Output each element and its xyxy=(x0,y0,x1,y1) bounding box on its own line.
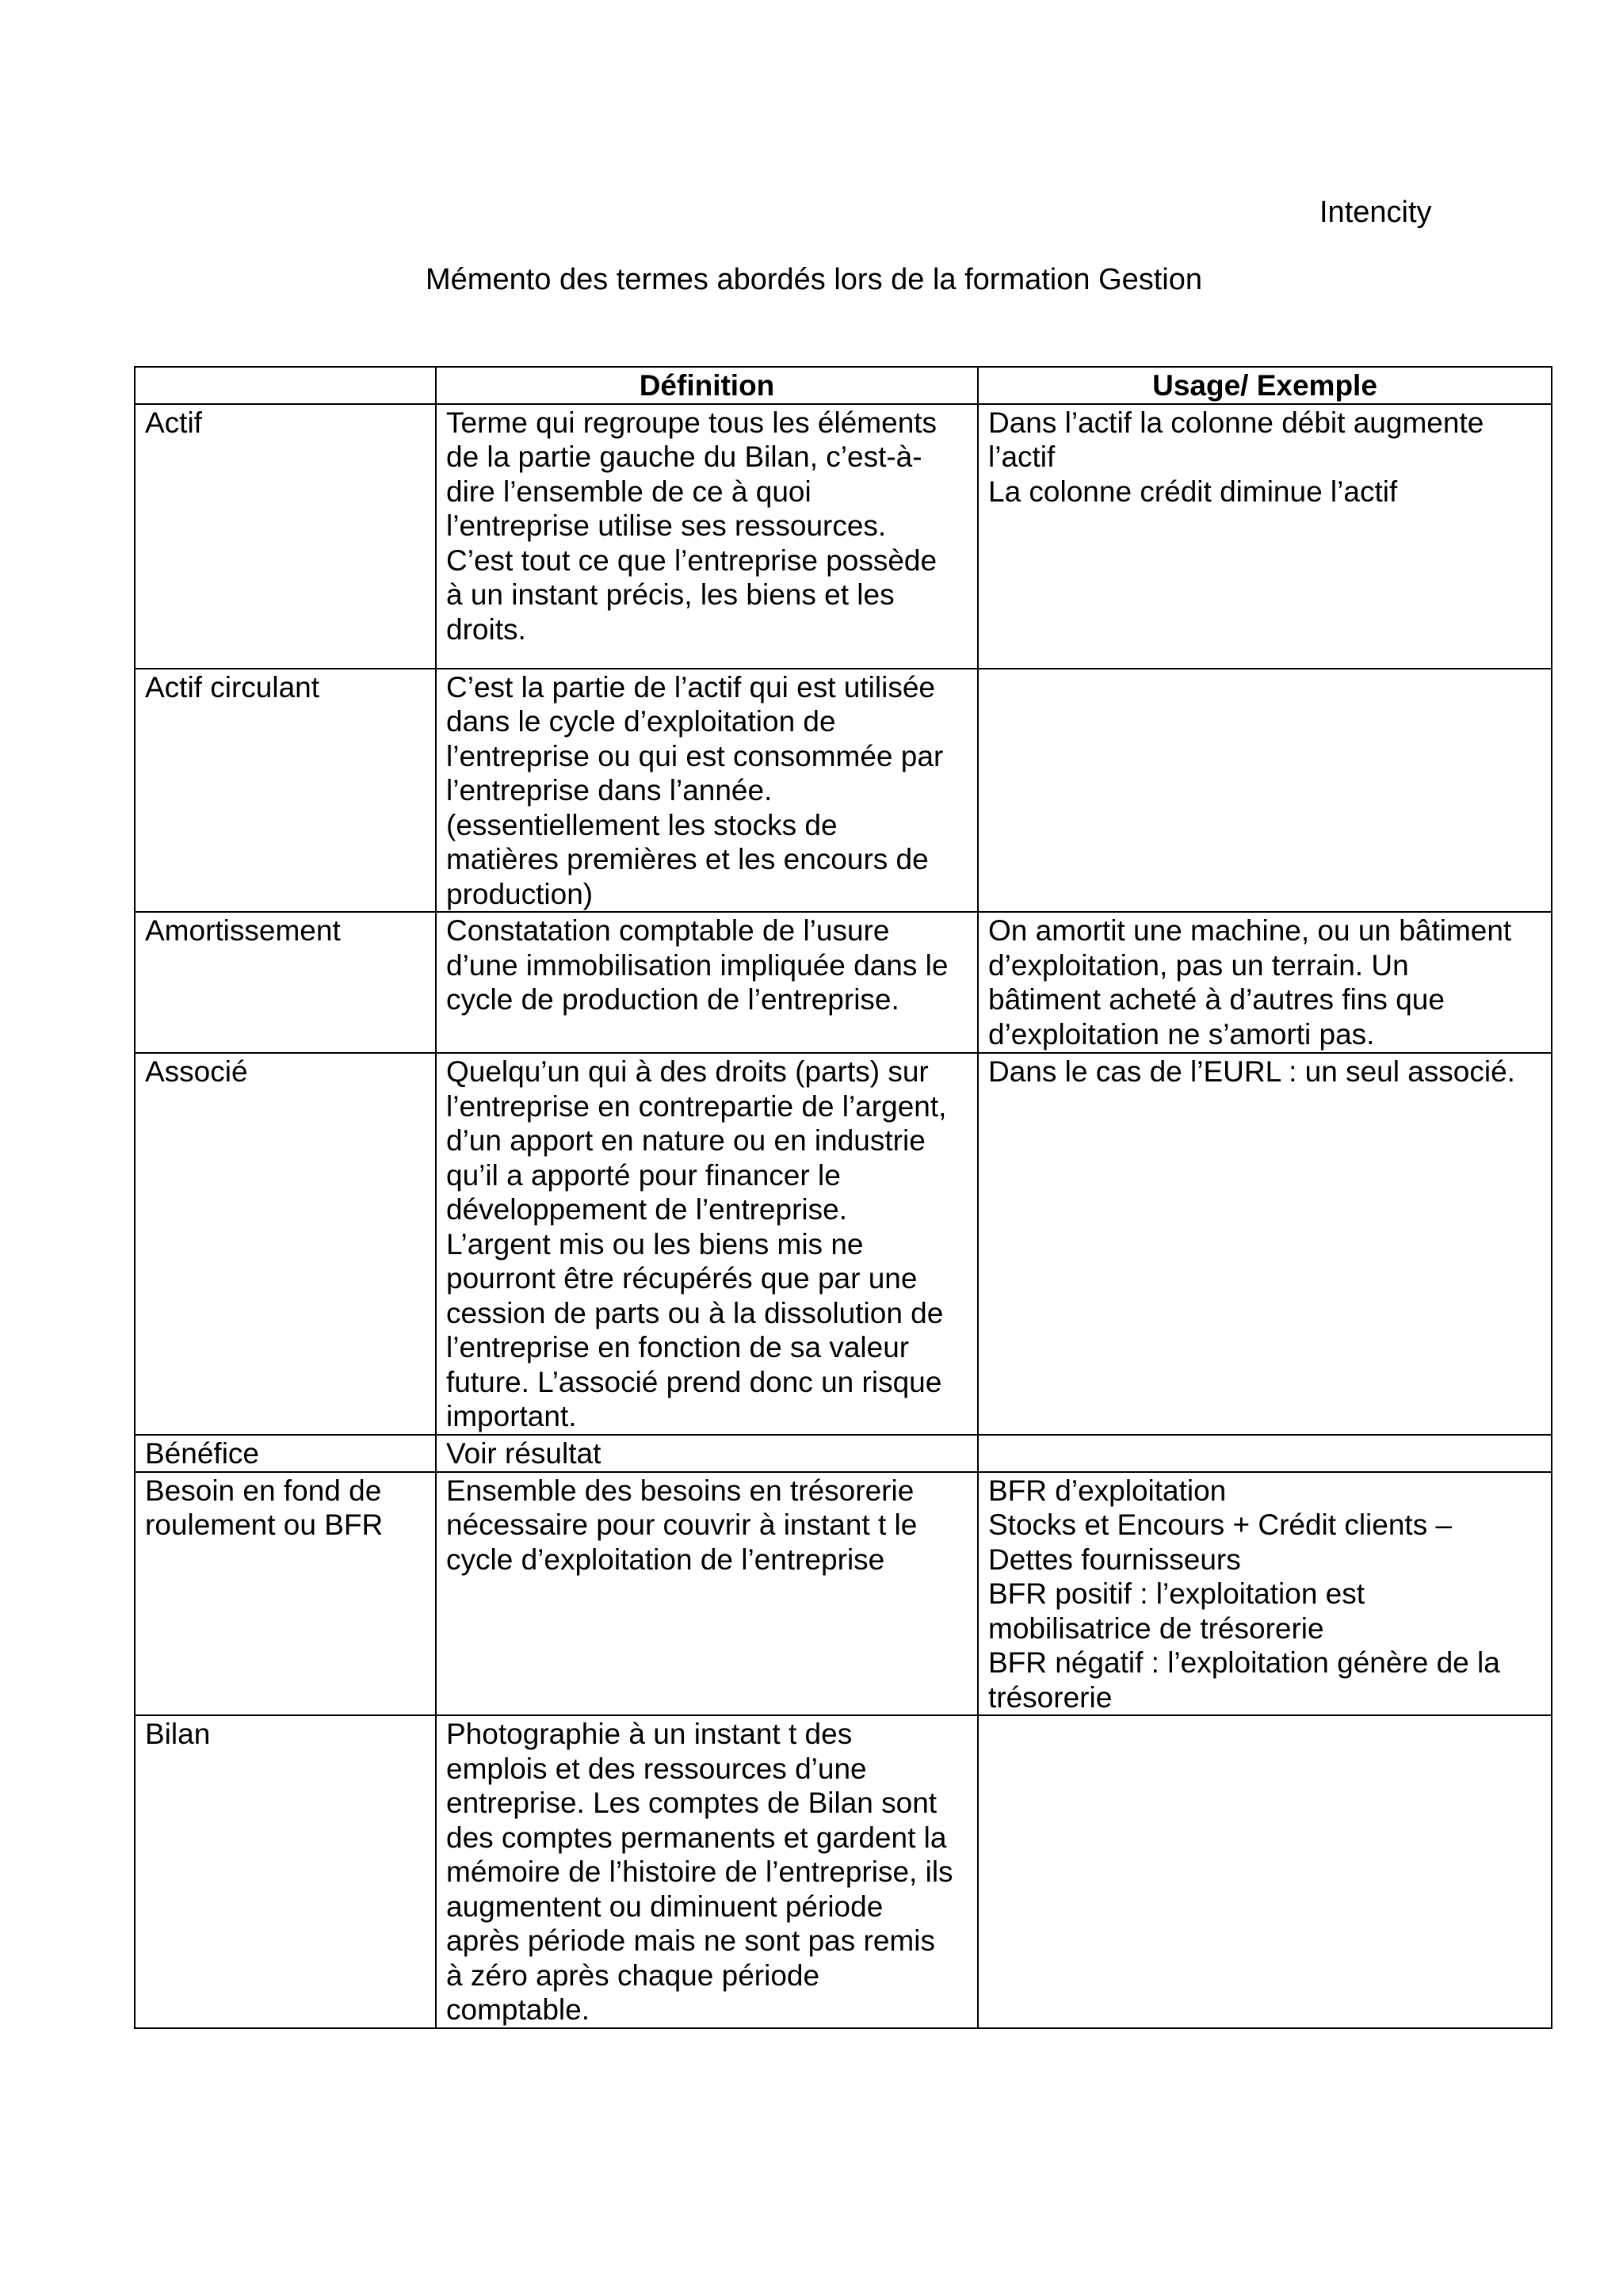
column-header-term xyxy=(135,367,436,404)
definition-cell: Quelqu’un qui à des droits (parts) sur l’entreprise en contrepartie de l’argent, d’un apport en nature ou en industrie qu’il a apporté pour financer le développement de l’entreprise. L’argent mis ou les biens mis ne pourront être récupérés que par une cession de parts ou à la dissolution de l’entreprise en fonction de sa valeur future. L’associé prend donc un risque important. xyxy=(436,1053,978,1435)
table-row xyxy=(135,1715,1552,2028)
table-row xyxy=(135,1435,1552,1472)
table-row xyxy=(135,404,1552,669)
table-row xyxy=(135,669,1552,913)
usage-cell: Dans le cas de l’EURL : un seul associé. xyxy=(978,1053,1552,1435)
definition-cell: Ensemble des besoins en trésorerie nécessaire pour couvrir à instant t le cycle d’exploitation de l’entreprise xyxy=(436,1472,978,1716)
usage-cell xyxy=(978,1715,1552,2028)
definition-cell: Terme qui regroupe tous les éléments de la partie gauche du Bilan, c’est-à- dire l’ensemble de ce à quoi l’entreprise utilise ses ressources. C’est tout ce que l’entreprise possède à un instant précis, les biens et les droits. xyxy=(436,404,978,669)
term-cell: Amortissement xyxy=(135,912,436,1053)
usage-cell: BFR d’exploitation Stocks et Encours + Crédit clients – Dettes fournisseurs BFR positif : l’exploitation est mobilisatrice de trésorerie BFR négatif : l’exploitation génère de la trésorerie xyxy=(978,1472,1552,1716)
usage-cell: Dans l’actif la colonne débit augmente l’actif La colonne crédit diminue l’actif xyxy=(978,404,1552,669)
term-cell: Besoin en fond de roulement ou BFR xyxy=(135,1472,436,1716)
column-header-usage: Usage/ Exemple xyxy=(978,367,1552,404)
header-row xyxy=(135,367,1552,404)
table-row xyxy=(135,1472,1552,1716)
term-cell: Actif xyxy=(135,404,436,669)
definition-cell: Constatation comptable de l’usure d’une immobilisation impliquée dans le cycle de production de l’entreprise. xyxy=(436,912,978,1053)
document-title: Mémento des termes abordés lors de la formation Gestion xyxy=(426,263,1203,296)
table-row xyxy=(135,912,1552,1053)
definition-cell: C’est la partie de l’actif qui est utilisée dans le cycle d’exploitation de l’entreprise ou qui est consommée par l’entreprise dans l’année. (essentiellement les stocks de matières premières et les encours de production) xyxy=(436,669,978,913)
term-cell: Bénéfice xyxy=(135,1435,436,1472)
term-cell: Bilan xyxy=(135,1715,436,2028)
column-header-definition: Définition xyxy=(436,367,978,404)
table-row xyxy=(135,1053,1552,1435)
usage-cell xyxy=(978,669,1552,913)
glossary-table-header xyxy=(135,367,1552,404)
term-cell: Associé xyxy=(135,1053,436,1435)
glossary-table-body xyxy=(135,404,1552,2028)
glossary-table xyxy=(134,366,1552,2029)
usage-cell xyxy=(978,1435,1552,1472)
term-cell: Actif circulant xyxy=(135,669,436,913)
usage-cell: On amortit une machine, ou un bâtiment d’exploitation, pas un terrain. Un bâtiment acheté à d’autres fins que d’exploitation ne s’amorti pas. xyxy=(978,912,1552,1053)
organization-name: Intencity xyxy=(1319,196,1432,229)
definition-cell: Voir résultat xyxy=(436,1435,978,1472)
definition-cell: Photographie à un instant t des emplois et des ressources d’une entreprise. Les comptes de Bilan sont des comptes permanents et gardent la mémoire de l’histoire de l’entreprise, ils augmentent ou diminuent période après période mais ne sont pas remis à zéro après chaque période comptable. xyxy=(436,1715,978,2028)
